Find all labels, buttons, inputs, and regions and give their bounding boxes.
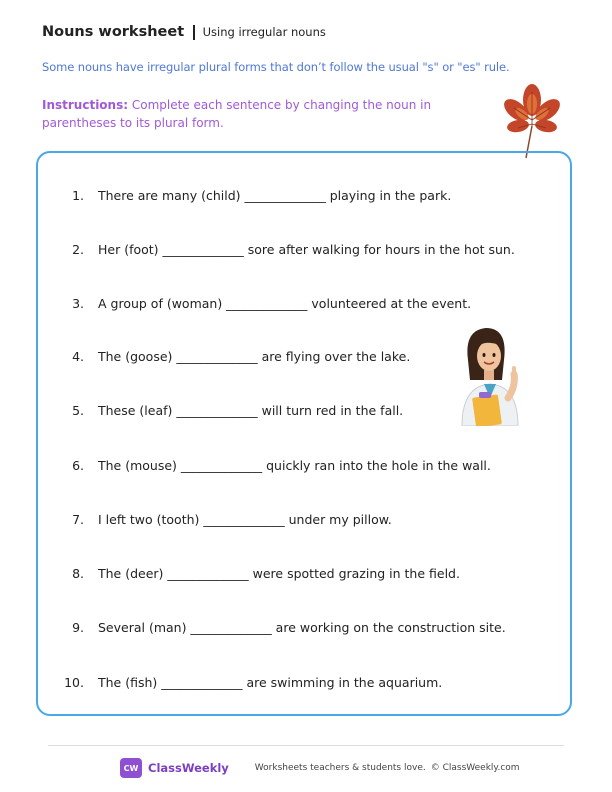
question-text: The (goose) _____________ are flying over the lake. bbox=[98, 349, 411, 364]
question-number: 4. bbox=[72, 349, 84, 364]
question-item bbox=[48, 566, 460, 581]
footer-divider bbox=[48, 745, 564, 746]
instructions-text: Complete each sentence by changing the noun in parentheses to its plural form. bbox=[42, 98, 432, 130]
question-item bbox=[48, 242, 515, 257]
question-text: The (deer) _____________ were spotted grazing in the field. bbox=[98, 566, 460, 581]
footer-copyright: © ClassWeekly.com bbox=[430, 763, 520, 773]
classweekly-logo-icon: CW bbox=[120, 758, 142, 778]
question-number: 7. bbox=[72, 512, 84, 527]
question-text: The (mouse) _____________ quickly ran into the hole in the wall. bbox=[98, 458, 491, 473]
question-item bbox=[48, 188, 451, 203]
instructions bbox=[42, 96, 452, 132]
question-text: I left two (tooth) _____________ under my pillow. bbox=[98, 512, 392, 527]
question-text: Her (foot) _____________ sore after walking for hours in the hot sun. bbox=[98, 242, 515, 257]
title-separator bbox=[193, 25, 195, 40]
worksheet-header bbox=[42, 24, 326, 40]
question-number: 6. bbox=[72, 458, 84, 473]
question-item bbox=[48, 403, 403, 418]
footer-tagline: Worksheets teachers & students love. bbox=[254, 763, 426, 773]
question-text: These (leaf) _____________ will turn red in the fall. bbox=[98, 403, 404, 418]
question-text: There are many (child) _____________ playing in the park. bbox=[98, 188, 452, 203]
question-item bbox=[48, 349, 410, 364]
question-number: 2. bbox=[72, 242, 84, 257]
question-item bbox=[48, 512, 392, 527]
question-number: 10. bbox=[64, 675, 84, 690]
page-subtitle: Using irregular nouns bbox=[202, 25, 326, 39]
question-number: 1. bbox=[72, 188, 84, 203]
question-text: Several (man) _____________ are working on the construction site. bbox=[98, 620, 506, 635]
question-text: The (fish) _____________ are swimming in the aquarium. bbox=[98, 675, 443, 690]
question-number: 8. bbox=[72, 566, 84, 581]
intro-text: Some nouns have irregular plural forms that don’t follow the usual "s" or "es" rule. bbox=[42, 60, 510, 74]
question-item bbox=[48, 675, 442, 690]
question-item bbox=[48, 458, 491, 473]
teacher-illustration bbox=[454, 322, 526, 426]
question-text: A group of (woman) _____________ volunteered at the event. bbox=[98, 296, 472, 311]
question-item bbox=[48, 620, 506, 635]
page-title: Nouns worksheet bbox=[42, 24, 185, 40]
maple-leaf-icon bbox=[496, 80, 568, 160]
question-number: 5. bbox=[72, 403, 84, 418]
question-item bbox=[48, 296, 471, 311]
question-number: 9. bbox=[72, 620, 84, 635]
instructions-label: Instructions: bbox=[42, 98, 129, 112]
question-number: 3. bbox=[72, 296, 84, 311]
brand-name: ClassWeekly bbox=[148, 761, 229, 775]
footer bbox=[120, 758, 520, 778]
